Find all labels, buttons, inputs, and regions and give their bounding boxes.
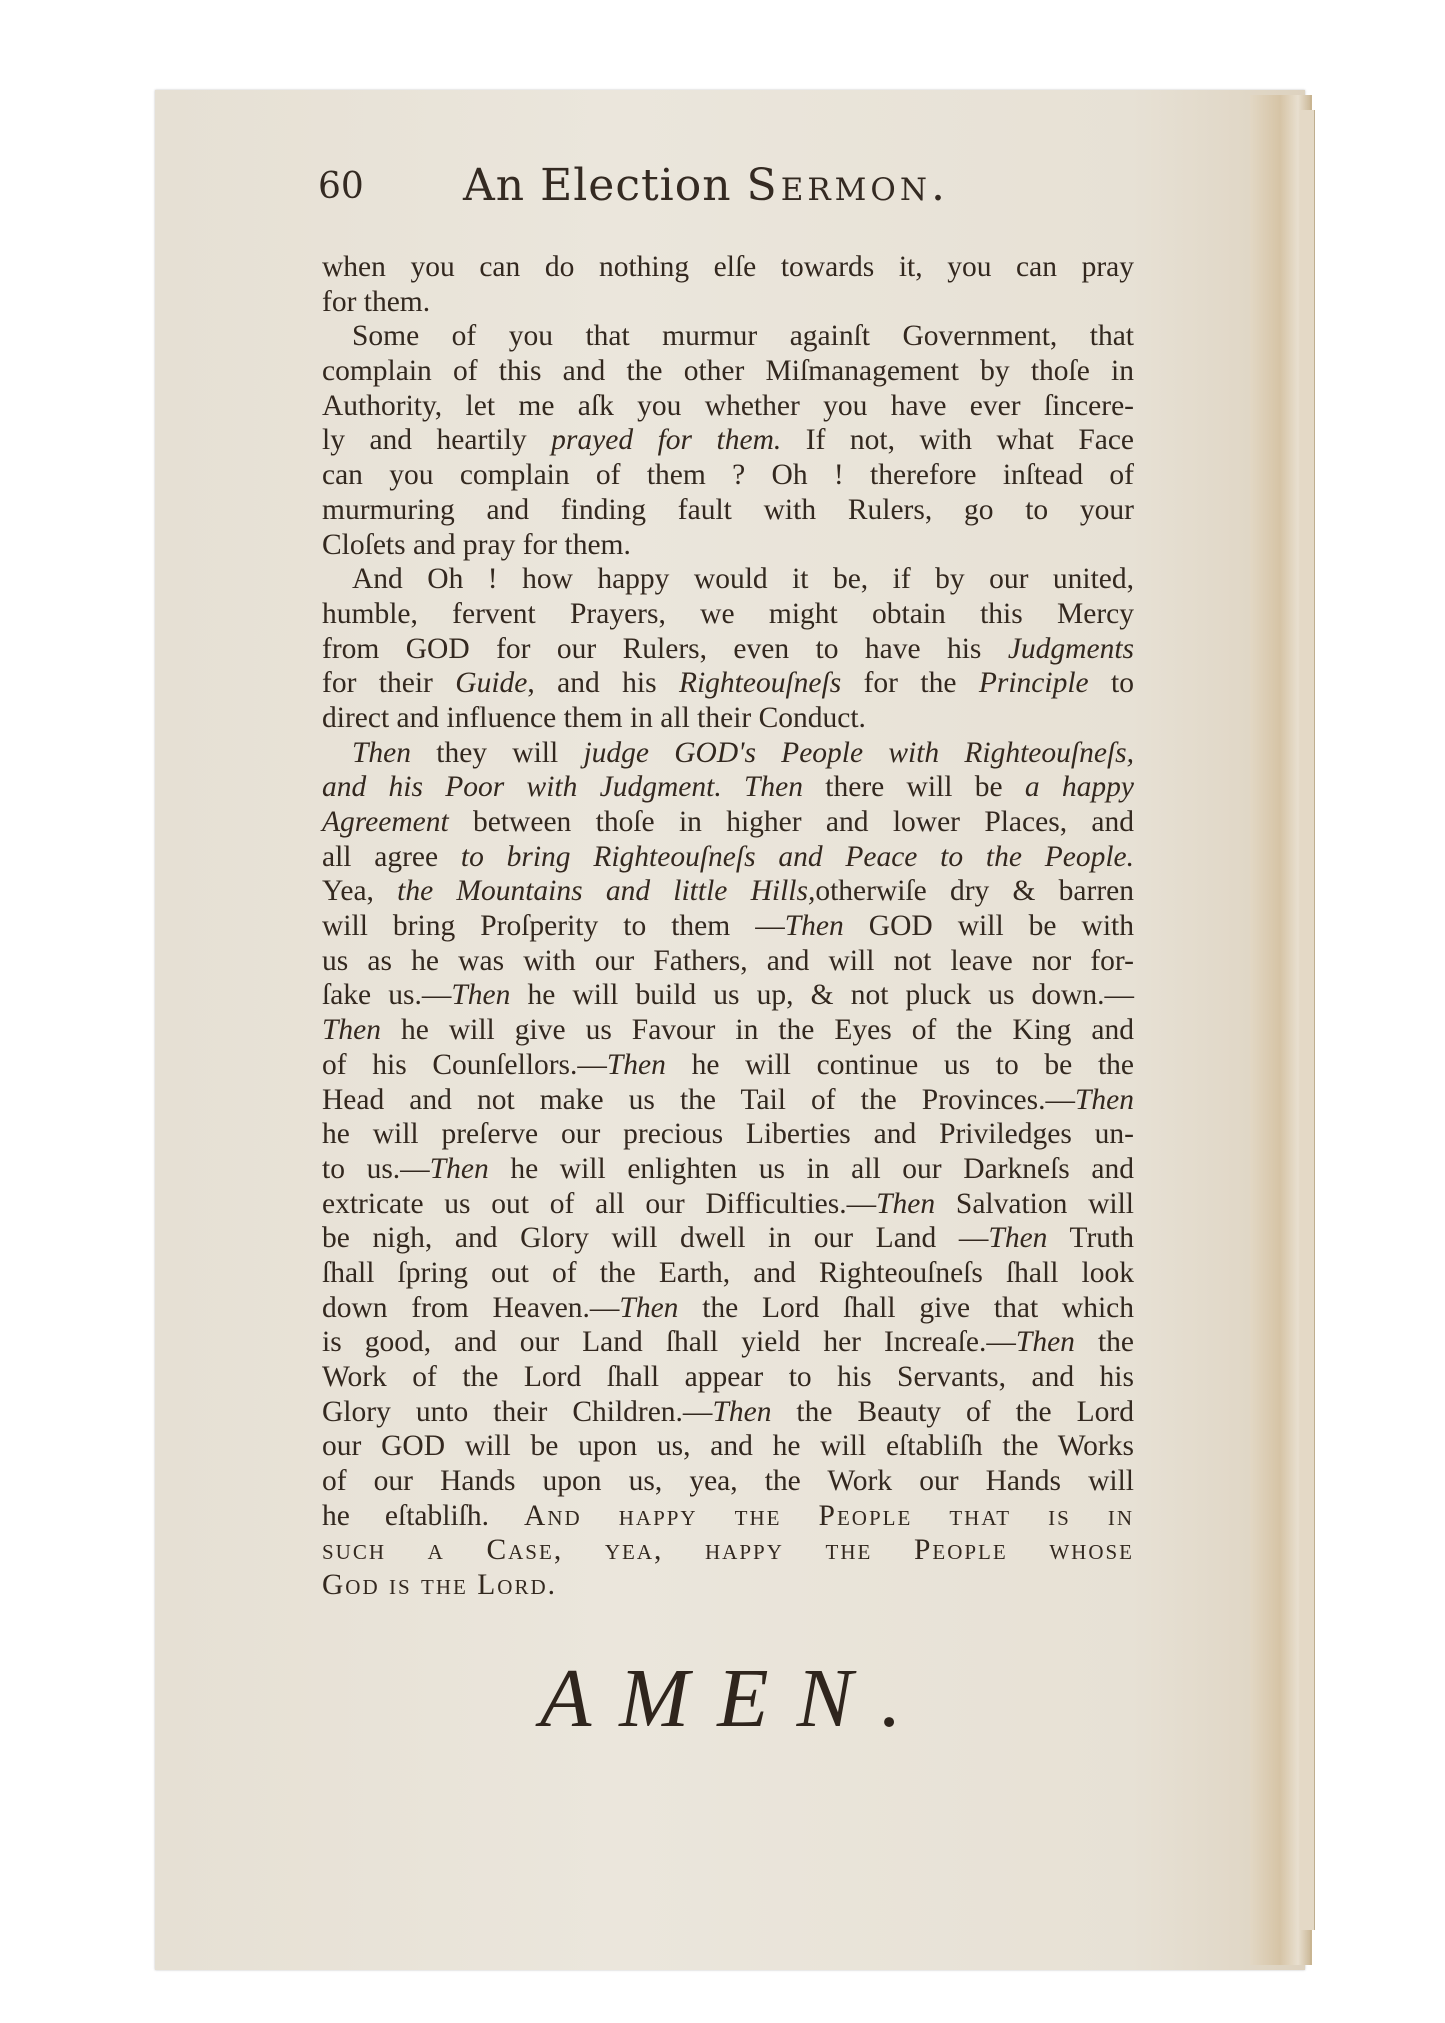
small-caps-text: And happy the People that is in — [524, 1499, 1134, 1532]
italic-text: Then — [322, 1014, 381, 1047]
text-line — [322, 1256, 1134, 1291]
text-segment: us as he was with our Fathers, and will not leave nor for- — [322, 944, 1134, 977]
text-line — [322, 389, 1134, 424]
text-segment: of his Counſellors.— — [322, 1048, 607, 1081]
text-segment: Truth — [1047, 1222, 1134, 1255]
closing-amen: AMEN. — [540, 1652, 930, 1745]
text-line — [322, 632, 1134, 667]
text-line — [322, 528, 1134, 563]
italic-text: Then — [784, 910, 844, 943]
text-segment: the — [1074, 1326, 1134, 1359]
text-segment: Glory unto their Children.— — [322, 1395, 713, 1428]
italic-text: Then — [352, 736, 411, 769]
running-title-sermon: Sermon. — [746, 160, 949, 211]
running-header — [318, 160, 1098, 220]
text-line — [322, 250, 1134, 285]
italic-text: to bring Righteouſneſs and Peace to the People. — [460, 840, 1134, 873]
text-segment: ſhall ſpring out of the Earth, and Righteouſneſs ſhall look — [322, 1256, 1134, 1289]
italic-text: Then — [619, 1291, 679, 1324]
text-segment: Authority, let me aſk you whether you have ever ſincere- — [322, 389, 1134, 422]
text-line — [322, 874, 1134, 909]
text-line — [322, 597, 1134, 632]
text-segment: the Lord ſhall give that which — [678, 1291, 1135, 1324]
italic-text: and his Poor with Judgment. — [322, 771, 722, 804]
small-caps-text: such a Case, yea, happy the People whose — [322, 1534, 1134, 1567]
text-line — [322, 909, 1134, 944]
italic-text: Then — [1075, 1083, 1134, 1116]
text-line — [322, 354, 1134, 389]
text-line — [322, 458, 1134, 493]
text-segment: is good, and our Land ſhall yield her Increaſe.— — [322, 1326, 1016, 1359]
text-segment: from GOD for our Rulers, even to have his — [322, 632, 1008, 665]
text-segment: he will preſerve our precious Liberties and Priviledges un- — [322, 1118, 1134, 1151]
running-title — [463, 160, 949, 211]
text-line — [322, 1048, 1134, 1083]
text-segment: there will be — [803, 771, 1025, 804]
text-line — [322, 1499, 1134, 1534]
text-segment: he eſtabliſh. — [322, 1499, 525, 1532]
text-segment: Head and not make us the Tail of the Provinces.— — [322, 1083, 1075, 1116]
text-segment — [722, 771, 744, 803]
page-edge-torn — [1300, 110, 1315, 1930]
text-line — [322, 736, 1134, 771]
sermon-text — [322, 250, 1134, 1603]
text-line — [322, 1325, 1134, 1360]
text-line — [322, 770, 1134, 805]
text-line — [322, 944, 1134, 979]
text-line — [322, 1221, 1134, 1256]
text-segment: If not, with what Face — [781, 424, 1135, 457]
text-segment: GOD will be with — [843, 910, 1134, 943]
text-line — [322, 666, 1134, 701]
text-segment: , and his — [527, 667, 679, 700]
text-segment: when you can do nothing elſe towards it, you can pray — [322, 251, 1134, 283]
text-segment: he will give us Favour in the Eyes of the King and — [381, 1014, 1134, 1047]
text-line — [322, 1152, 1134, 1187]
text-segment: of our Hands upon us, yea, the Work our Hands will — [322, 1465, 1134, 1498]
text-line — [322, 1083, 1134, 1118]
text-segment: all agree — [322, 840, 461, 873]
italic-text: Righteouſneſs — [678, 667, 842, 700]
text-line — [322, 1360, 1134, 1395]
text-segment: otherwiſe dry & barren — [815, 875, 1134, 908]
text-segment: Salvation will — [935, 1187, 1134, 1220]
text-line — [322, 1291, 1134, 1326]
italic-text: a happy — [1024, 771, 1135, 804]
text-segment: murmuring and finding fault with Rulers, go to your — [322, 493, 1134, 526]
text-line — [322, 493, 1134, 528]
text-line — [322, 978, 1134, 1013]
text-line — [322, 1533, 1134, 1568]
italic-text: Then — [1015, 1326, 1075, 1359]
text-segment: he will build us up, & not pluck us down.— — [510, 979, 1134, 1012]
text-line — [322, 319, 1134, 354]
italic-text: Judgments — [1007, 632, 1134, 665]
text-segment: will bring Proſperity to them — — [322, 910, 785, 943]
text-line — [322, 1117, 1134, 1152]
italic-text: the Mountains and little Hills, — [397, 875, 816, 908]
italic-text: Then — [606, 1048, 666, 1081]
text-segment: And Oh ! how happy would it be, if by our united, — [352, 563, 1134, 596]
text-line — [322, 1395, 1134, 1430]
text-segment: between thoſe in higher and lower Places, and — [448, 806, 1134, 838]
text-segment: for them. — [322, 285, 431, 318]
text-line — [322, 701, 1134, 736]
italic-text: Then — [429, 1152, 489, 1185]
text-line — [322, 840, 1134, 875]
text-segment: for the — [841, 667, 979, 700]
italic-text: Then — [876, 1187, 936, 1220]
italic-text: Agreement — [322, 806, 449, 838]
italic-text: judge GOD's People with Righteouſneſs, — [583, 736, 1134, 769]
running-title-main: An Election — [463, 160, 747, 211]
text-line — [322, 1464, 1134, 1499]
italic-text: Then — [712, 1395, 772, 1428]
text-line — [322, 805, 1134, 840]
text-segment: Yea, — [322, 875, 398, 908]
text-segment: down from Heaven.— — [322, 1291, 620, 1324]
text-segment: ly and heartily — [322, 424, 552, 457]
text-line — [322, 1429, 1134, 1464]
text-segment: the Beauty of the Lord — [771, 1395, 1134, 1428]
text-line — [322, 1187, 1134, 1222]
text-segment: extricate us out of all our Difficulties.— — [322, 1187, 877, 1220]
text-segment: direct and influence them in all their Conduct. — [322, 701, 866, 734]
italic-text: Principle — [978, 667, 1089, 700]
text-segment: to — [1088, 667, 1134, 700]
page-number: 60 — [318, 166, 364, 207]
text-segment: for their — [322, 667, 456, 700]
text-segment: complain of this and the other Miſmanagement by thoſe in — [322, 355, 1134, 388]
italic-text: prayed for them. — [551, 424, 782, 457]
text-segment: he will enlighten us in all our Darkneſs and — [488, 1152, 1134, 1185]
text-segment: humble, fervent Prayers, we might obtain this Mercy — [322, 597, 1134, 630]
text-segment: Cloſets and pray for them. — [322, 528, 631, 561]
text-segment: Work of the Lord ſhall appear to his Servants, and his — [322, 1361, 1134, 1393]
text-line — [322, 285, 1134, 320]
text-segment: can you complain of them ? Oh ! therefore inſtead of — [322, 459, 1134, 492]
italic-text: Then — [451, 979, 511, 1012]
text-line — [322, 1568, 1134, 1603]
text-segment: to us.— — [322, 1152, 430, 1185]
text-segment: ſake us.— — [322, 979, 452, 1012]
italic-text: Then — [744, 771, 804, 804]
text-segment: be nigh, and Glory will dwell in our Land — — [322, 1222, 989, 1255]
text-line — [322, 562, 1134, 597]
text-segment: they will — [411, 736, 584, 769]
text-line — [322, 1013, 1134, 1048]
text-segment: our GOD will be upon us, and he will eſtabliſh the Works — [322, 1430, 1134, 1463]
text-segment: Some of you that murmur againſt Government, that — [352, 320, 1134, 353]
text-line — [322, 423, 1134, 458]
text-segment: he will continue us to be the — [665, 1048, 1134, 1081]
italic-text: Then — [988, 1222, 1048, 1255]
italic-text: Guide — [455, 667, 528, 700]
small-caps-text: God is the Lord. — [322, 1569, 557, 1602]
